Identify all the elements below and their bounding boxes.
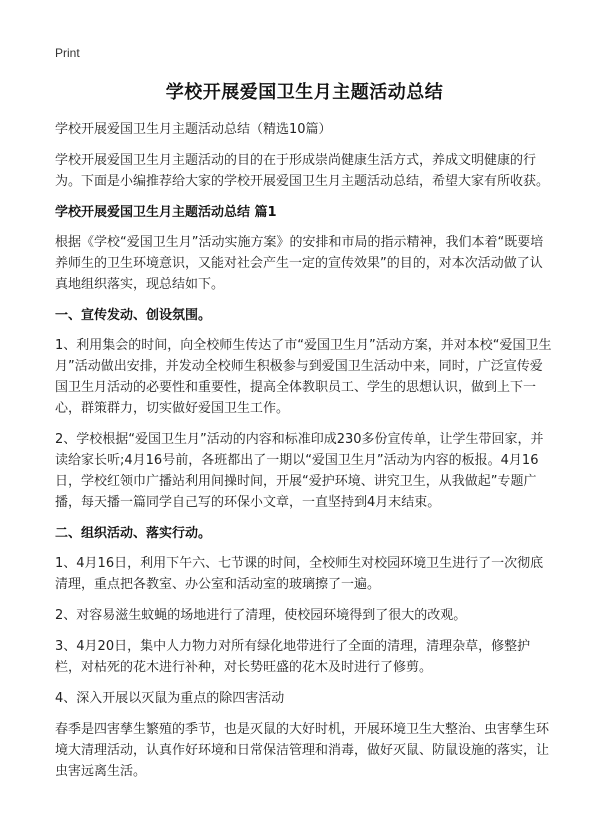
part2-item-2: 2、对容易滋生蚊蝇的场地进行了清理，使校园环境得到了很大的改观。: [55, 608, 467, 623]
intro-paragraph: 学校开展爱国卫生月主题活动的目的在于形成崇尚健康生活方式，养成文明健康的行为。下面是小编推荐给大家的学校开展爱国卫生月主题活动总结，希望大家有所收获。: [55, 153, 550, 189]
part2-item-1: 1、4月16日，利用下午六、七节课的时间，全校师生对校园环境卫生进行了一次彻底清理，重点把各教室、办公室和活动室的玻璃擦了一遍。: [55, 556, 544, 592]
section-intro-paragraph: 根据《学校“爱国卫生月”活动实施方案》的安排和市局的指示精神，我们本着“既要培养师生的卫生环境意识，又能对社会产生一定的宣传效果”的目的，对本次活动做了认真地组织落实，现总结如下。: [55, 235, 544, 292]
page-title: 学校开展爱国卫生月主题活动总结: [165, 82, 444, 103]
part1-item-2: 2、学校根据“爱国卫生月”活动的内容和标准印成230多份宣传单，让学生带回家，并读给家长听;4月16号前，各班都出了一期以“爱国卫生月”活动为内容的板报。4月16日，学校红领巾广播站利用间操时间，开展“爱护环境、讲究卫生，从我做起”专题广播，每天播一篇同学自己写的环保小文章，一直坚持到4月末结束。: [55, 432, 544, 510]
part2-item-4: 4、深入开展以灭鼠为重点的除四害活动: [55, 691, 285, 706]
part2-item-5: 春季是四害孳生繁殖的季节，也是灭鼠的大好时机，开展环境卫生大整治、虫害孳生环境大清理活动，认真作好环境和日常保洁管理和消毒，做好灭鼠、防鼠设施的落实，让虫害远离生活。: [55, 722, 550, 779]
print-link[interactable]: Print: [55, 46, 80, 60]
part1-heading: 一、宣传发动、创设氛围。: [55, 308, 212, 323]
part1-item-1: 1、利用集会的时间，向全校师生传达了市“爱国卫生月”活动方案，并对本校“爱国卫生月”活动做出安排，并发动全校师生积极参与到爱国卫生活动中来，同时，广泛宣传爱国卫生月活动的必要性和重要性，提高全体教职员工、学生的思想认识，做到上下一心，群策群力，切实做好爱国卫生工作。: [55, 338, 552, 416]
subtitle: 学校开展爱国卫生月主题活动总结（精选10篇）: [55, 122, 332, 137]
part2-heading: 二、组织活动、落实行动。: [55, 526, 212, 541]
section-title: 学校开展爱国卫生月主题活动总结 篇1: [55, 205, 277, 220]
part2-item-3: 3、4月20日，集中人力物力对所有绿化地带进行了全面的清理，清理杂草，修整护栏，对枯死的花木进行补种，对长势旺盛的花木及时进行了修剪。: [55, 639, 531, 675]
